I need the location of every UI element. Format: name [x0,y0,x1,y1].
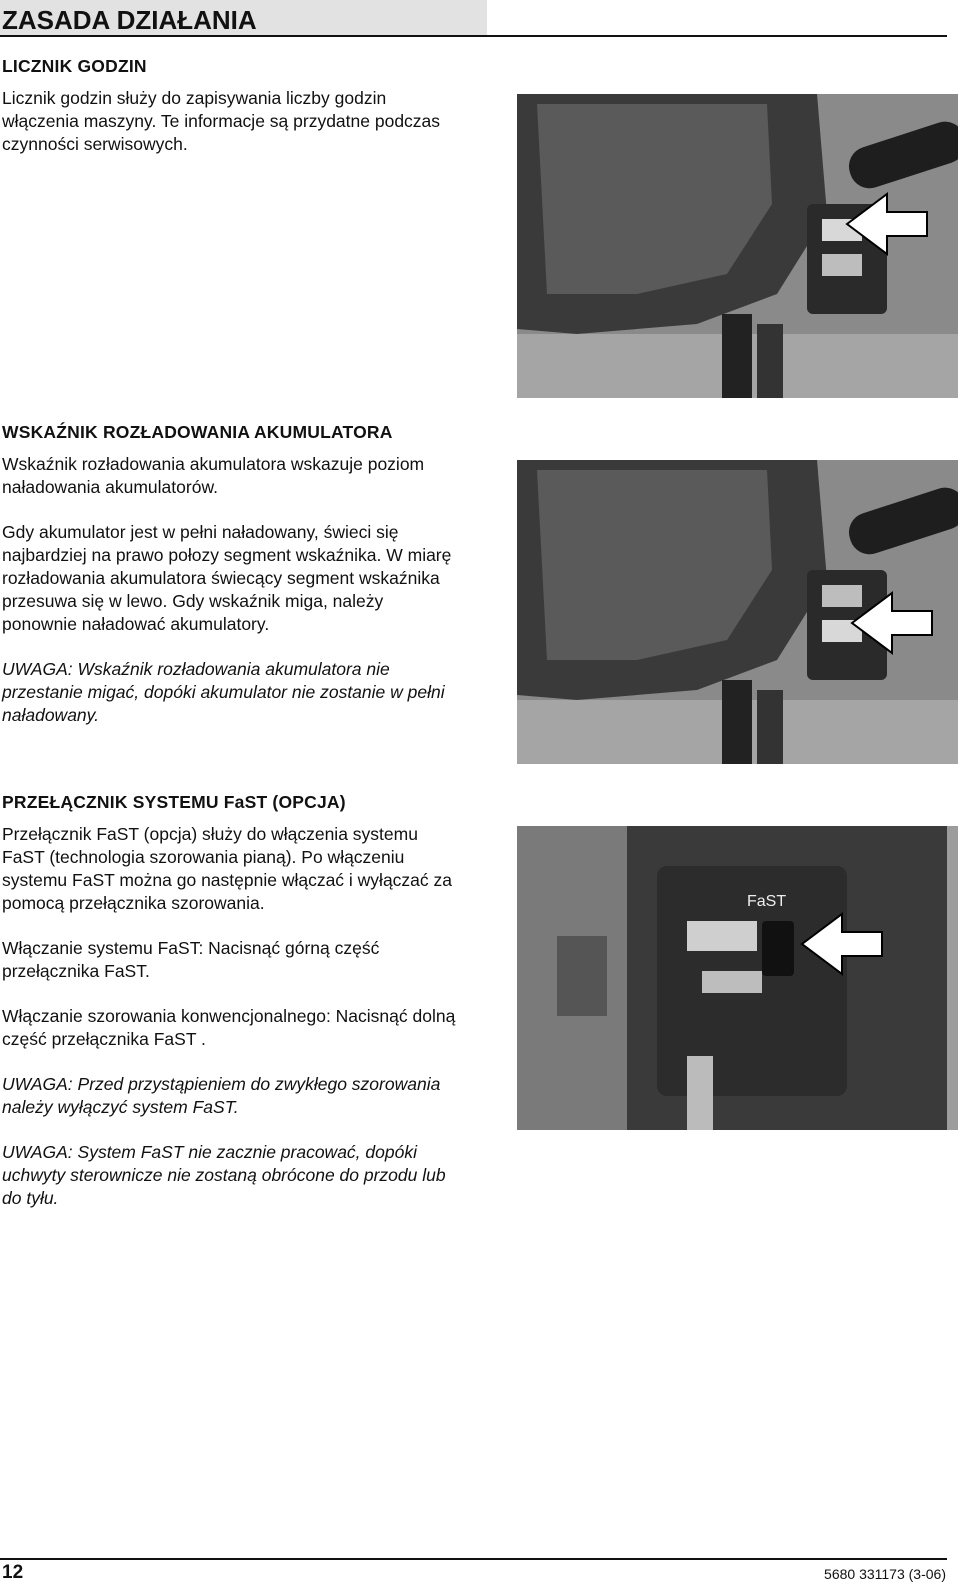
hour-meter-photo [517,94,958,398]
header-rule [0,35,947,37]
document-code: 5680 331173 (3-06) [824,1566,946,1582]
footer-rule [0,1558,947,1560]
section-heading: WSKAŹNIK ROZŁADOWANIA AKUMULATORA [2,422,393,442]
section-heading: LICZNIK GODZIN [2,56,147,76]
paragraph: Licznik godzin służy do zapisywania liczby godzin włączenia maszyny. Te informacje są przydatne podczas czynności serwisowych. [2,88,441,154]
note: UWAGA: Wskaźnik rozładowania akumulatora nie przestanie migać, dopóki akumulator nie zostanie w pełni naładowany. [2,659,445,725]
battery-indicator-photo [517,460,958,764]
paragraph: Przełącznik FaST (opcja) służy do włączenia systemu FaST (technologia szorowania pianą). Po włączeniu systemu FaST można go następnie włączać i wyłączać za pomocą przełącznika szorowania. [2,824,453,913]
paragraph: Wskaźnik rozładowania akumulatora wskazuje poziom naładowania akumulatorów. [2,454,425,497]
page-title: ZASADA DZIAŁANIA [2,5,257,35]
paragraph: Gdy akumulator jest w pełni naładowany, świeci się najbardziej na prawo połozy segment wskaźnika. W miarę rozładowania akumulatora świecący segment wskaźnika przesuwa się w lewo. Gdy wskaźnik miga, należy ponownie naładować akumulatory. [2,522,452,634]
section-fast-switch [2,792,462,1232]
paragraph: Włączanie szorowania konwencjonalnego: Nacisnąć dolną część przełącznika FaST . [2,1006,456,1049]
section-battery-indicator [2,422,462,749]
section-hour-meter [2,56,462,178]
fast-logo-text: FaST [747,893,787,910]
note: UWAGA: Przed przystąpieniem do zwykłego szorowania należy wyłączyć system FaST. [2,1074,441,1117]
page-number: 12 [2,1562,24,1583]
fast-switch-photo [517,826,958,1130]
paragraph: Włączanie systemu FaST: Nacisnąć górną część przełącznika FaST. [2,938,380,981]
note: UWAGA: System FaST nie zacznie pracować, dopóki uchwyty sterownicze nie zostaną obrócone do przodu lub do tyłu. [2,1142,446,1208]
section-heading: PRZEŁĄCZNIK SYSTEMU FaST (OPCJA) [2,792,346,812]
